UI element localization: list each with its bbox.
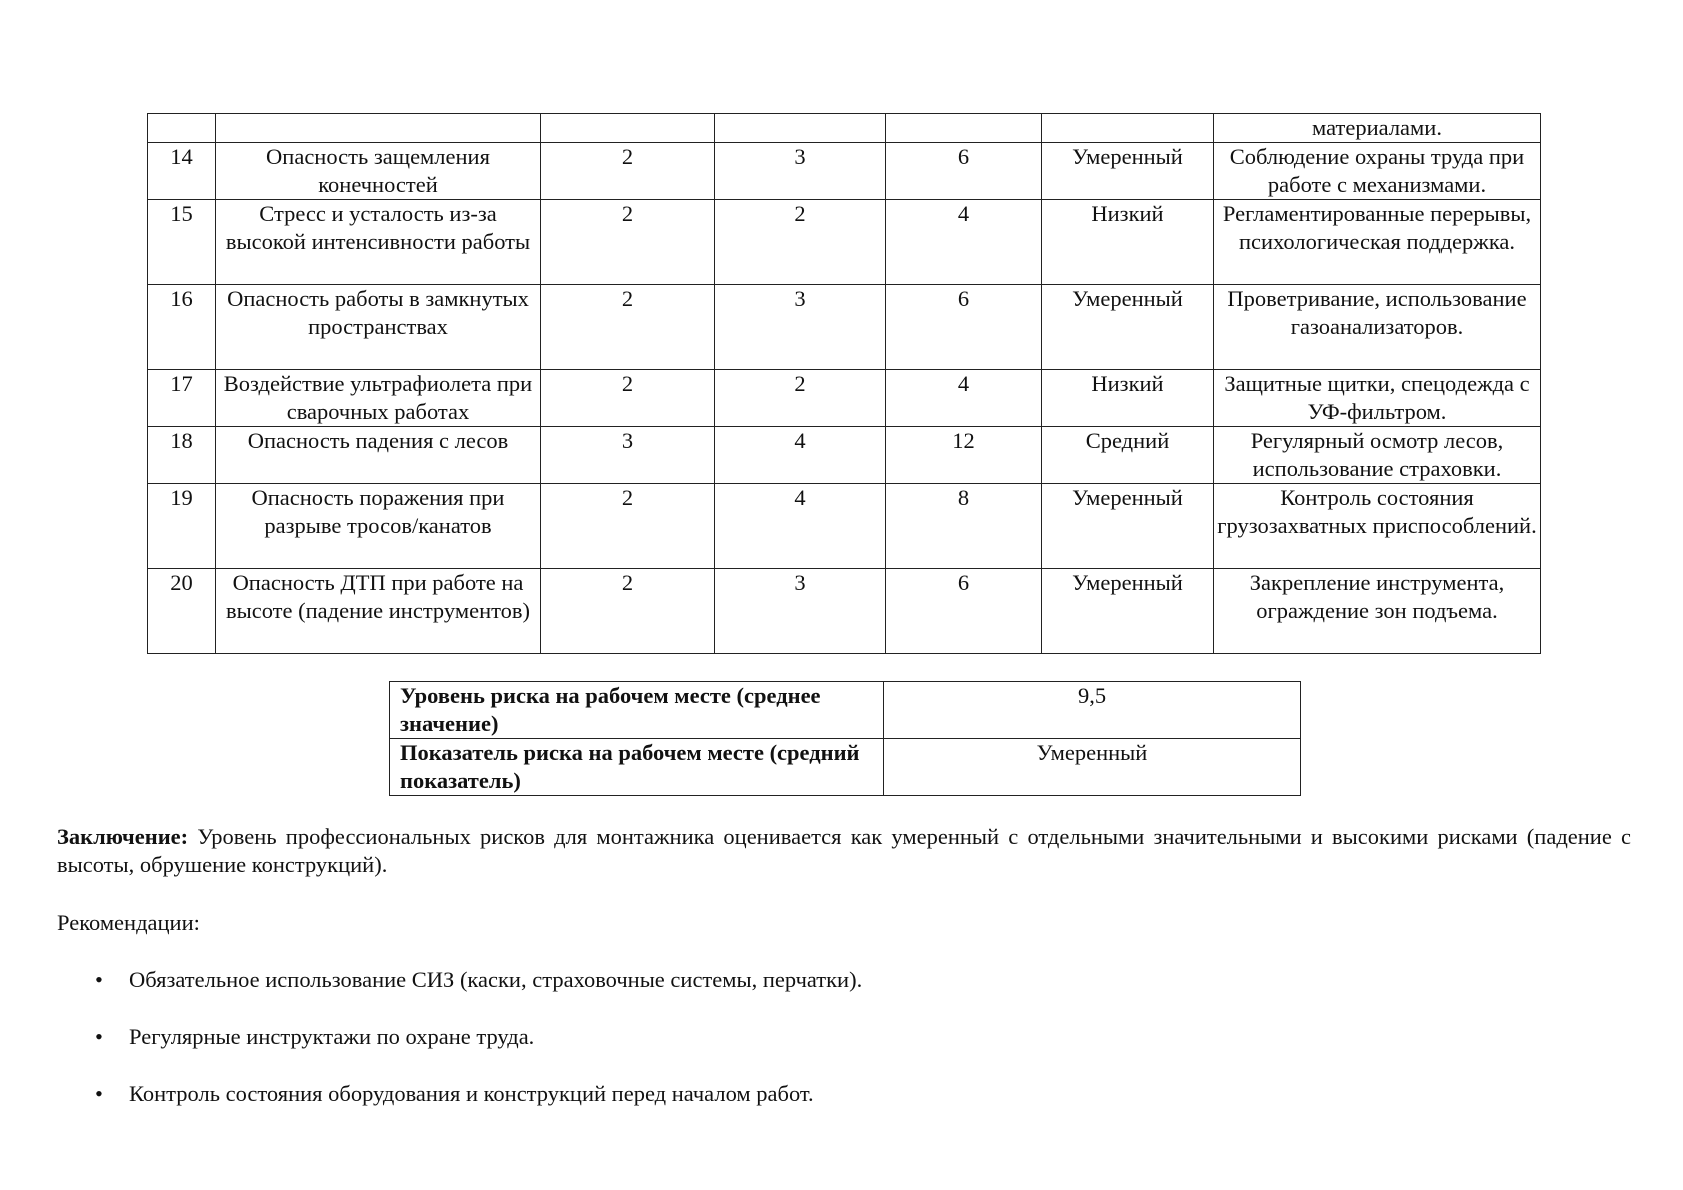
probability-cell: 2: [541, 143, 715, 200]
summary-row-average-level: [390, 682, 1301, 739]
probability-cell: 2: [541, 484, 715, 569]
risk-indicator-value: Умеренный: [884, 739, 1301, 796]
hazard-cell: Опасность работы в замкнутых пространствах: [216, 285, 541, 370]
measures-cell: Регламентированные перерывы, психологическая поддержка.: [1214, 200, 1541, 285]
severity-cell: [715, 114, 886, 143]
risk-level-cell: Низкий: [1042, 370, 1214, 427]
table-row: [148, 114, 1541, 143]
probability-cell: 2: [541, 200, 715, 285]
risk-level-cell: Умеренный: [1042, 143, 1214, 200]
severity-cell: 3: [715, 285, 886, 370]
score-cell: 4: [886, 200, 1042, 285]
table-row: [148, 200, 1541, 285]
measures-cell: Закрепление инструмента, ограждение зон подъема.: [1214, 569, 1541, 654]
row-number-cell: 15: [148, 200, 216, 285]
table-row: [148, 427, 1541, 484]
hazard-cell: Опасность ДТП при работе на высоте (падение инструментов): [216, 569, 541, 654]
score-cell: 6: [886, 569, 1042, 654]
measures-cell: Контроль состояния грузозахватных приспособлений.: [1214, 484, 1541, 569]
probability-cell: 2: [541, 370, 715, 427]
risk-level-cell: Средний: [1042, 427, 1214, 484]
measures-cell: Проветривание, использование газоанализаторов.: [1214, 285, 1541, 370]
summary-row-risk-indicator: [390, 739, 1301, 796]
risk-level-cell: Умеренный: [1042, 569, 1214, 654]
row-number-cell: 20: [148, 569, 216, 654]
table-row: [148, 143, 1541, 200]
table-row: [148, 484, 1541, 569]
recommendations-list: [57, 966, 862, 1137]
risk-level-cell: Низкий: [1042, 200, 1214, 285]
severity-cell: 4: [715, 427, 886, 484]
hazard-cell: Опасность падения с лесов: [216, 427, 541, 484]
conclusion-text: Уровень профессиональных рисков для монтажника оценивается как умеренный с отдельными значительными и высокими рисками (падение с высоты, обрушение конструкций).: [57, 824, 1632, 877]
row-number-cell: 14: [148, 143, 216, 200]
probability-cell: 3: [541, 427, 715, 484]
bullet-icon: •: [95, 1081, 103, 1106]
bullet-icon: •: [95, 967, 103, 992]
recommendation-text: Контроль состояния оборудования и конструкций перед началом работ.: [129, 1081, 814, 1106]
list-item: [57, 966, 862, 1023]
hazard-cell: Стресс и усталость из-за высокой интенсивности работы: [216, 200, 541, 285]
recommendation-text: Обязательное использование СИЗ (каски, страховочные системы, перчатки).: [129, 967, 863, 992]
hazard-cell: Воздействие ультрафиолета при сварочных работах: [216, 370, 541, 427]
risk-assessment-table: [147, 113, 1541, 654]
measures-cell: материалами.: [1214, 114, 1541, 143]
risk-summary-table: [389, 681, 1301, 796]
row-number-cell: 18: [148, 427, 216, 484]
measures-cell: Соблюдение охраны труда при работе с механизмами.: [1214, 143, 1541, 200]
probability-cell: 2: [541, 569, 715, 654]
severity-cell: 2: [715, 200, 886, 285]
risk-level-cell: Умеренный: [1042, 285, 1214, 370]
severity-cell: 4: [715, 484, 886, 569]
severity-cell: 3: [715, 569, 886, 654]
risk-indicator-label: Показатель риска на рабочем месте (средний показатель): [390, 739, 884, 796]
list-item: [57, 1023, 862, 1080]
hazard-cell: [216, 114, 541, 143]
score-cell: 8: [886, 484, 1042, 569]
score-cell: 12: [886, 427, 1042, 484]
severity-cell: 3: [715, 143, 886, 200]
row-number-cell: 17: [148, 370, 216, 427]
probability-cell: [541, 114, 715, 143]
score-cell: [886, 114, 1042, 143]
average-level-label: Уровень риска на рабочем месте (среднее значение): [390, 682, 884, 739]
risk-level-cell: [1042, 114, 1214, 143]
list-item: [57, 1080, 862, 1137]
average-level-value: 9,5: [884, 682, 1301, 739]
table-row: [148, 285, 1541, 370]
measures-cell: Регулярный осмотр лесов, использование страховки.: [1214, 427, 1541, 484]
hazard-cell: Опасность поражения при разрыве тросов/канатов: [216, 484, 541, 569]
bullet-icon: •: [95, 1024, 103, 1049]
recommendations-title: Рекомендации:: [57, 910, 200, 935]
risk-level-cell: Умеренный: [1042, 484, 1214, 569]
measures-cell: Защитные щитки, спецодежда с УФ-фильтром.: [1214, 370, 1541, 427]
table-row: [148, 569, 1541, 654]
score-cell: 6: [886, 285, 1042, 370]
hazard-cell: Опасность защемления конечностей: [216, 143, 541, 200]
probability-cell: 2: [541, 285, 715, 370]
row-number-cell: 16: [148, 285, 216, 370]
score-cell: 4: [886, 370, 1042, 427]
score-cell: 6: [886, 143, 1042, 200]
recommendation-text: Регулярные инструктажи по охране труда.: [129, 1024, 535, 1049]
conclusion-paragraph: [57, 823, 1631, 879]
row-number-cell: 19: [148, 484, 216, 569]
row-number-cell: [148, 114, 216, 143]
severity-cell: 2: [715, 370, 886, 427]
table-row: [148, 370, 1541, 427]
conclusion-label: Заключение:: [57, 824, 189, 849]
